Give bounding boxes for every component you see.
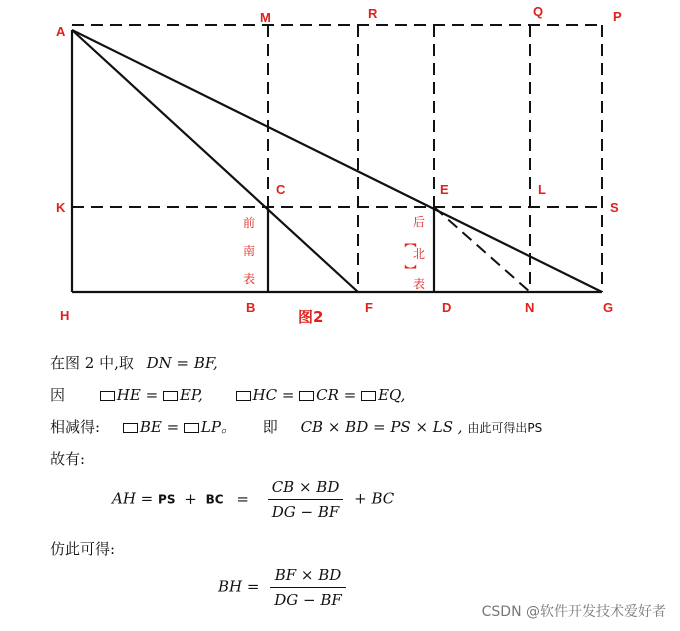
rectangle-symbol	[163, 391, 178, 401]
line3-a: BE =	[139, 418, 184, 436]
label-N: N	[525, 300, 535, 315]
formula1-bc: BC	[205, 492, 224, 507]
line2-a: HE =	[116, 386, 163, 404]
line2-b: EP,	[179, 386, 203, 404]
solid-lines	[72, 30, 602, 292]
formula1-numerator: CB × BD	[268, 478, 344, 500]
text-line-3	[50, 416, 542, 437]
formula2-denominator: DG − BF	[274, 591, 342, 609]
rectangle-symbol	[184, 423, 199, 433]
line6: 仿此可得:	[50, 540, 116, 558]
line3-b: LP。	[200, 418, 236, 436]
label-B: B	[246, 300, 256, 315]
label-A: A	[56, 24, 66, 39]
formula1-tail: + BC	[354, 489, 395, 508]
back-gnomon-char-2: 北	[413, 247, 426, 261]
back-gnomon-char-1: 后	[413, 215, 426, 229]
rectangle-symbol	[299, 391, 314, 401]
line2-c: HC =	[252, 386, 300, 404]
text-line-6	[50, 538, 115, 559]
line4: 故有:	[50, 450, 86, 468]
rectangle-symbol	[236, 391, 251, 401]
label-L: L	[538, 182, 546, 197]
formula1-denominator: DG − BF	[271, 503, 340, 521]
label-R: R	[368, 6, 378, 21]
watermark: CSDN @软件开发技术爱好者	[481, 604, 666, 620]
figure-caption: 图2	[298, 308, 324, 326]
label-D: D	[442, 300, 452, 315]
line3-prefix: 相减得:	[50, 418, 101, 436]
formula1-left: AH =	[112, 489, 159, 508]
line3-mid: 即	[262, 418, 278, 436]
label-M: M	[260, 10, 271, 25]
formula-2	[218, 566, 352, 609]
line-AG	[72, 30, 602, 292]
line2-d: CR =	[316, 386, 362, 404]
formula2-left: BH =	[218, 577, 265, 596]
line1-math: DN = BF,	[146, 354, 218, 372]
label-Q: Q	[533, 4, 544, 19]
rectangle-symbol	[361, 391, 376, 401]
line2-prefix: 因	[50, 386, 66, 404]
formula2-numerator: BF × BD	[270, 566, 346, 588]
line1-prefix: 在图 2 中,取	[50, 354, 134, 372]
back-gnomon-bracket-open: 【	[403, 236, 417, 249]
label-C: C	[276, 182, 286, 197]
line2-e: EQ,	[378, 386, 406, 404]
rectangle-symbol	[100, 391, 115, 401]
label-P: P	[613, 9, 622, 24]
line3-math: CB × BD = PS × LS ,	[300, 418, 463, 436]
label-G: G	[603, 300, 614, 315]
front-gnomon-char-3: 表	[243, 272, 256, 286]
label-K: K	[56, 200, 66, 215]
formula2-fraction	[270, 566, 346, 609]
line3-note: 由此可得出PS	[467, 421, 543, 435]
text-line-2	[50, 384, 405, 405]
formula1-plus: +	[184, 489, 197, 508]
label-H: H	[60, 308, 70, 323]
text-line-1	[50, 352, 218, 373]
label-F: F	[365, 300, 373, 315]
label-E: E	[440, 182, 449, 197]
back-gnomon-char-3: 表	[413, 277, 426, 291]
label-S: S	[610, 200, 619, 215]
front-gnomon-char-2: 南	[243, 244, 256, 258]
formula1-fraction	[268, 478, 344, 521]
text-line-4	[50, 448, 85, 469]
formula1-ps: PS	[158, 492, 176, 507]
rectangle-symbol	[123, 423, 138, 433]
front-gnomon-char-1: 前	[243, 216, 256, 230]
formula-1	[112, 478, 394, 521]
back-gnomon-bracket-close: 】	[403, 264, 417, 277]
formula1-eq: =	[236, 489, 249, 508]
line-AF	[72, 30, 358, 292]
